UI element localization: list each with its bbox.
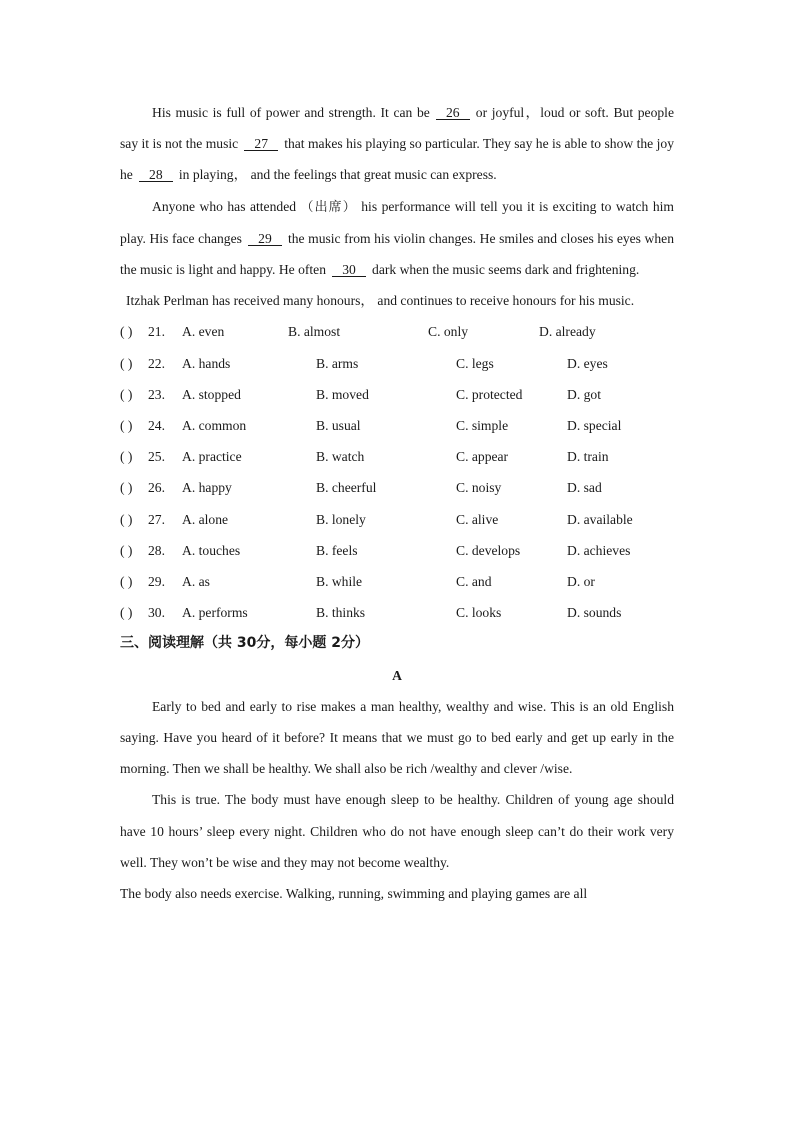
option-b: B. usual [316, 417, 361, 433]
option-d: D. achieves [567, 542, 631, 558]
option-c: C. and [456, 573, 492, 589]
option-d: D. available [567, 511, 633, 527]
reading-paragraph-3: The body also needs exercise. Walking, running, swimming and playing games are all [120, 885, 588, 901]
question-number: 26. [148, 480, 165, 496]
option-d: D. or [567, 573, 595, 589]
question-number: 21. [148, 324, 165, 340]
question-number: 29. [148, 573, 165, 589]
cloze-paragraph-1 [120, 97, 674, 191]
question-29 [120, 566, 674, 597]
cloze-paragraph-2 [120, 191, 674, 286]
option-c: C. noisy [456, 480, 502, 496]
answer-bracket[interactable]: ( ) [120, 449, 133, 465]
answer-bracket[interactable]: ( ) [120, 417, 133, 433]
document-page [120, 97, 674, 909]
question-30 [120, 597, 674, 628]
blank-26: 26 [436, 106, 470, 120]
question-25 [120, 441, 674, 472]
option-a: A. even [182, 324, 225, 340]
option-b: B. cheerful [316, 480, 377, 496]
option-d: D. got [567, 386, 601, 402]
question-number: 22. [148, 355, 165, 371]
option-a: A. performs [182, 605, 248, 621]
option-b: B. watch [316, 449, 365, 465]
option-c: C. alive [456, 511, 499, 527]
cloze-paragraph-3: Itzhak Perlman has received many honours， and continues to receive honours for his music. [126, 293, 635, 309]
blank-30: 30 [332, 263, 366, 277]
question-number: 30. [148, 605, 165, 621]
reading-paragraph-1: Early to bed and early to rise makes a man healthy, wealthy and wise. This is an old English saying. Have you heard of it before? It means that we must go to bed early and get up early in the morning. Then we shall be healthy. We shall also be rich /wealthy and clever /wise. [120, 698, 674, 777]
question-28 [120, 535, 674, 566]
option-c: C. looks [456, 605, 502, 621]
question-number: 25. [148, 449, 165, 465]
option-d: D. eyes [567, 355, 608, 371]
answer-bracket[interactable]: ( ) [120, 480, 133, 496]
option-d: D. already [539, 324, 596, 340]
option-b: B. almost [288, 324, 341, 340]
answer-bracket[interactable]: ( ) [120, 573, 133, 589]
option-c: C. develops [456, 542, 521, 558]
option-d: D. train [567, 449, 609, 465]
option-c: C. protected [456, 386, 523, 402]
answer-bracket[interactable]: ( ) [120, 386, 133, 402]
passage-title: A [392, 667, 402, 683]
text-segment: that makes his playing so particular. They say he is able to show the joy he [120, 136, 674, 183]
option-c: C. only [428, 324, 469, 340]
option-b: B. moved [316, 386, 369, 402]
text-segment: the music from his violin changes. He smiles and closes his eyes when the music is light and happy. He often [120, 230, 674, 278]
blank-29: 29 [248, 232, 282, 246]
option-d: D. sad [567, 480, 602, 496]
option-c: C. simple [456, 417, 509, 433]
question-number: 27. [148, 511, 165, 527]
option-c: C. legs [456, 355, 494, 371]
question-number: 28. [148, 542, 165, 558]
text-segment: Anyone who has attended [152, 198, 297, 214]
answer-bracket[interactable]: ( ) [120, 511, 133, 527]
question-number: 23. [148, 386, 165, 402]
text-segment: His music is full of power and strength. It can be [152, 105, 430, 120]
option-a: A. happy [182, 480, 232, 496]
option-a: A. alone [182, 511, 229, 527]
option-b: B. thinks [316, 605, 366, 621]
option-b: B. feels [316, 542, 358, 558]
question-21 [120, 316, 674, 347]
options-list [120, 316, 674, 628]
question-number: 24. [148, 417, 165, 433]
blank-28: 28 [139, 168, 173, 182]
question-22 [120, 348, 674, 379]
option-b: B. while [316, 573, 363, 589]
question-26 [120, 472, 674, 503]
question-27 [120, 504, 674, 535]
text-segment: or joyful，loud or soft. But people say it is not the music [120, 105, 674, 152]
option-a: A. practice [182, 449, 242, 465]
answer-bracket[interactable]: ( ) [120, 355, 133, 371]
option-a: A. stopped [182, 386, 241, 402]
answer-bracket[interactable]: ( ) [120, 605, 133, 621]
text-segment: his performance will tell you it is exciting to watch him play. His face changes [120, 198, 674, 246]
answer-bracket[interactable]: ( ) [120, 324, 133, 340]
reading-paragraph-2: This is true. The body must have enough sleep to be healthy. Children of young age should have 10 hours’ sleep every night. Children who do not have enough sleep can’t do their work very well. They won’t be wise and they may not become wealthy. [120, 792, 674, 870]
question-24 [120, 410, 674, 441]
text-segment: dark when the music seems dark and frightening. [372, 262, 640, 278]
blank-27: 27 [244, 137, 278, 151]
option-c: C. appear [456, 449, 509, 465]
option-a: A. touches [182, 542, 241, 558]
chinese-gloss: （出席） [300, 199, 357, 215]
text-segment: in playing， and the feelings that great music can express. [178, 167, 497, 183]
option-d: D. sounds [567, 605, 622, 621]
answer-bracket[interactable]: ( ) [120, 542, 133, 558]
option-d: D. special [567, 417, 622, 433]
option-a: A. common [182, 417, 247, 433]
option-b: B. arms [316, 355, 359, 371]
section-heading: 三、阅读理解（共 30分，每小题 2分） [120, 635, 369, 652]
option-b: B. lonely [316, 511, 366, 527]
option-a: A. as [182, 573, 210, 589]
option-a: A. hands [182, 355, 231, 371]
question-23 [120, 379, 674, 410]
